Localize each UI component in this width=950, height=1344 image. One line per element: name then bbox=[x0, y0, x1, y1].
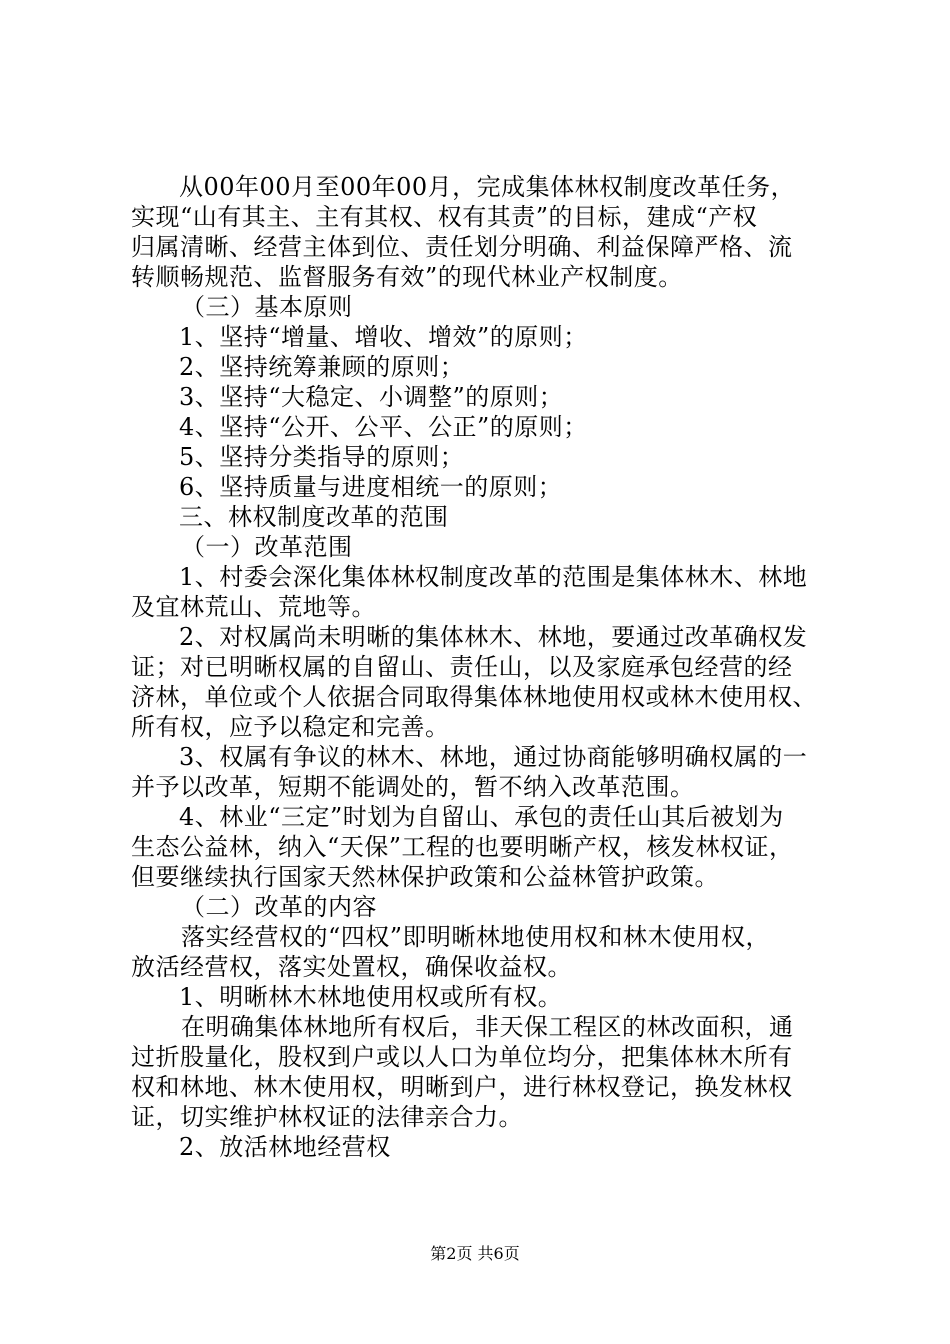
paragraph-line: 实现“山有其主、主有其权、权有其责”的目标，建成“产权 bbox=[131, 203, 758, 231]
list-item: 6、坚持质量与进度相统一的原则； bbox=[179, 473, 563, 501]
paragraph-line: 及宜林荒山、荒地等。 bbox=[131, 593, 376, 621]
list-item: 3、坚持“大稳定、小调整”的原则； bbox=[179, 383, 564, 411]
list-item: 4、坚持“公开、公平、公正”的原则； bbox=[179, 413, 588, 441]
paragraph-line: 证，切实维护林权证的法律亲合力。 bbox=[131, 1103, 523, 1131]
paragraph-line: 过折股量化，股权到户或以人口为单位均分，把集体林木所有 bbox=[131, 1043, 793, 1071]
list-item: 2、坚持统筹兼顾的原则； bbox=[179, 353, 465, 381]
paragraph-line: 但要继续执行国家天然林保护政策和公益林管护政策。 bbox=[131, 863, 719, 891]
paragraph-line: 3、权属有争议的林木、林地，通过协商能够明确权属的一 bbox=[179, 743, 808, 771]
list-item: 5、坚持分类指导的原则； bbox=[179, 443, 465, 471]
list-item: 1、坚持“增量、增收、增效”的原则； bbox=[179, 323, 588, 351]
paragraph-line: 济林，单位或个人依据合同取得集体林地使用权或林木使用权、 bbox=[131, 683, 817, 711]
paragraph-line: 所有权，应予以稳定和完善。 bbox=[131, 713, 450, 741]
paragraph-line: 1、村委会深化集体林权制度改革的范围是集体林木、林地 bbox=[179, 563, 808, 591]
list-item: 2、放活林地经营权 bbox=[179, 1133, 391, 1161]
paragraph-line: 生态公益林，纳入“天保”工程的也要明晰产权，核发林权证， bbox=[131, 833, 794, 861]
subsection-heading: （一）改革范围 bbox=[181, 533, 353, 561]
section-heading: 三、林权制度改革的范围 bbox=[179, 503, 449, 531]
list-item: 1、明晰林木林地使用权或所有权。 bbox=[179, 983, 563, 1011]
paragraph-line: 从00年00月至00年00月，完成集体林权制度改革任务， bbox=[179, 173, 796, 201]
paragraph-line: 4、林业“三定”时划为自留山、承包的责任山其后被划为 bbox=[179, 803, 784, 831]
subsection-heading: （二）改革的内容 bbox=[181, 893, 377, 921]
paragraph-line: 2、对权属尚未明晰的集体林木、林地，要通过改革确权发 bbox=[179, 623, 808, 651]
paragraph-line: 放活经营权，落实处置权，确保收益权。 bbox=[131, 953, 572, 981]
paragraph-line: 并予以改革，短期不能调处的，暂不纳入改革范围。 bbox=[131, 773, 695, 801]
page-footer: 第2页 共6页 bbox=[430, 1244, 520, 1263]
paragraph-line: 归属清晰、经营主体到位、责任划分明确、利益保障严格、流 bbox=[131, 233, 793, 261]
paragraph-line: 转顺畅规范、监督服务有效”的现代林业产权制度。 bbox=[131, 263, 683, 291]
paragraph-line: 落实经营权的“四权”即明晰林地使用权和林木使用权， bbox=[181, 923, 771, 951]
paragraph-line: 在明确集体林地所有权后，非天保工程区的林改面积，通 bbox=[181, 1013, 794, 1041]
paragraph-line: 证；对已明晰权属的自留山、责任山，以及家庭承包经营的经 bbox=[131, 653, 793, 681]
section-heading: （三）基本原则 bbox=[181, 293, 353, 321]
document-body bbox=[131, 172, 831, 1162]
paragraph-line: 权和林地、林木使用权，明晰到户，进行林权登记，换发林权 bbox=[131, 1073, 793, 1101]
